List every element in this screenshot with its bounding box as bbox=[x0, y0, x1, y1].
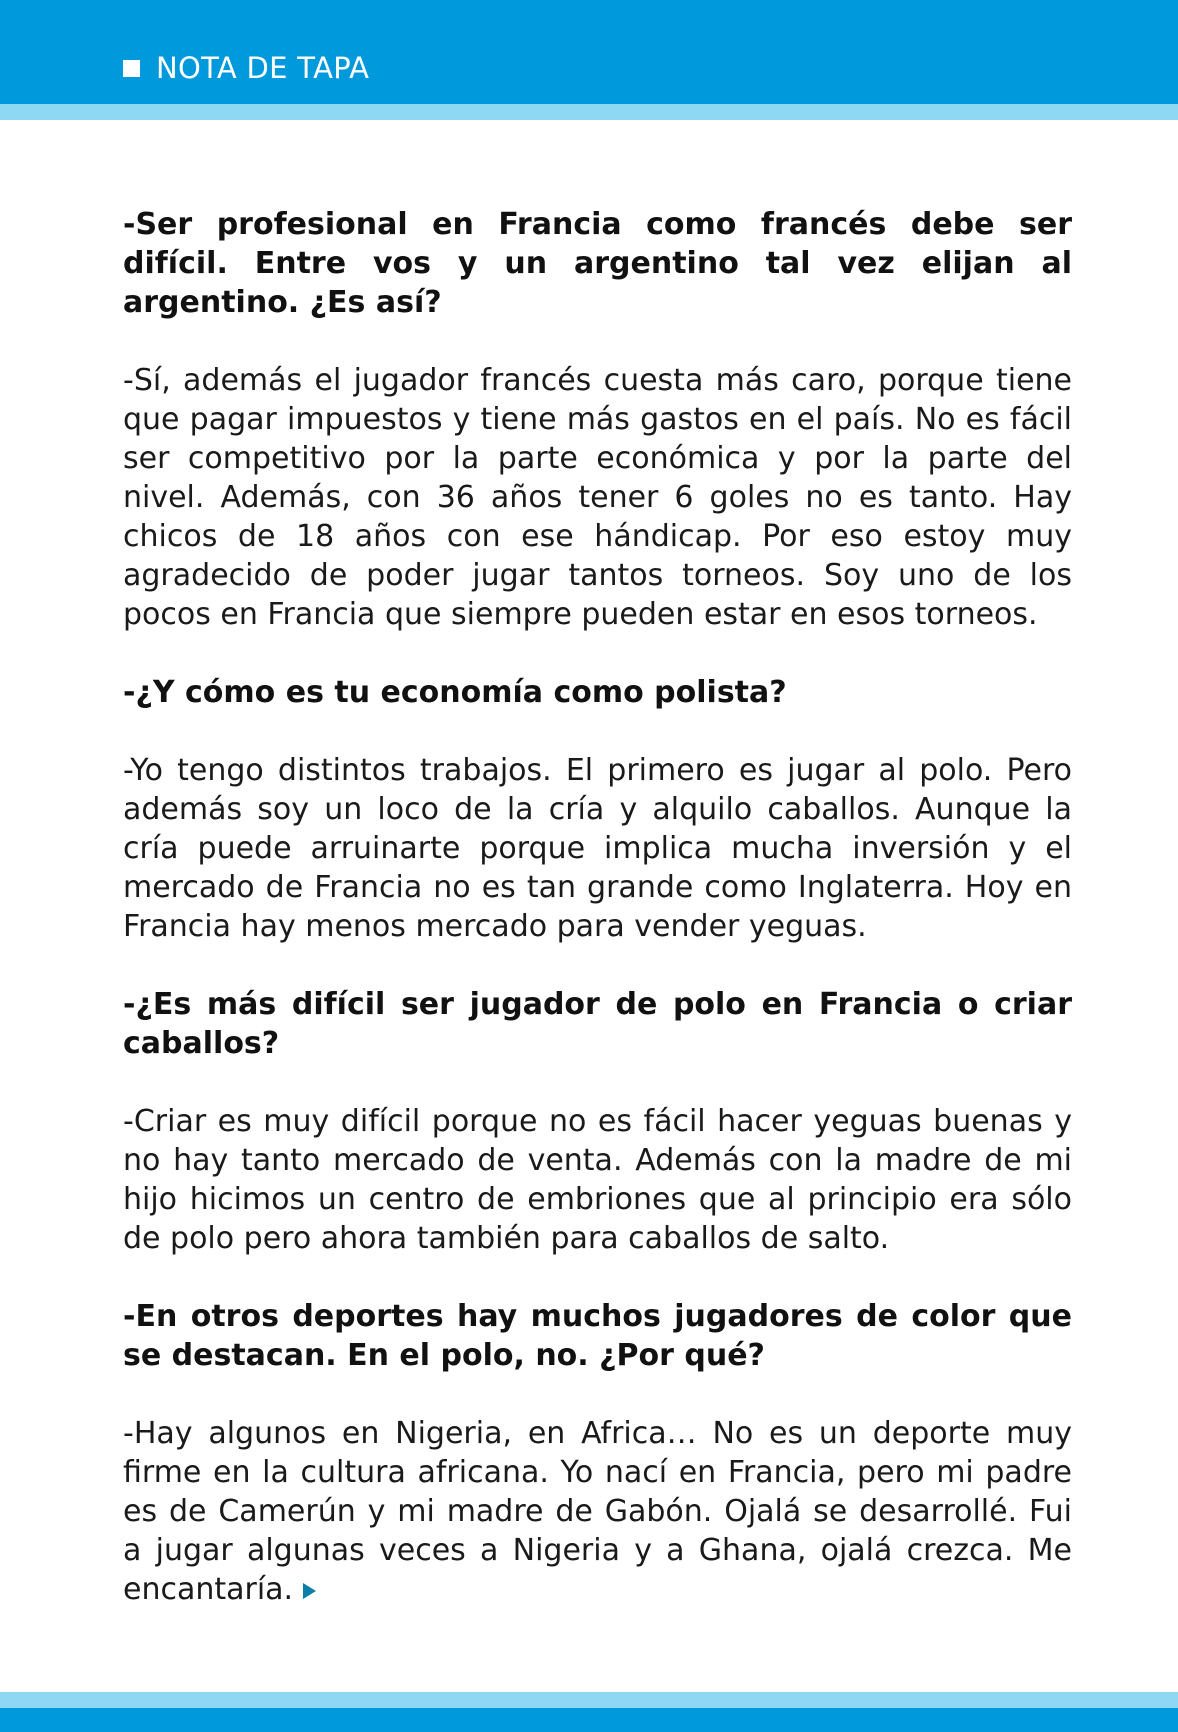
question: -¿Y cómo es tu economía como polista? bbox=[123, 675, 787, 710]
question: -Ser profesional en Francia como francés debe ser difícil. Entre vos y un argentino tal vez elijan al argentino. ¿Es así? bbox=[123, 207, 1072, 320]
footer-bar bbox=[0, 1708, 1178, 1732]
answer-final bbox=[123, 1414, 1072, 1609]
interview-body bbox=[123, 205, 1072, 1648]
question: -¿Es más difícil ser jugador de polo en Francia o criar caballos? bbox=[123, 987, 1072, 1061]
answer: -Yo tengo distintos trabajos. El primero es jugar al polo. Pero además soy un loco de la cría y alquilo caballos. Aunque la cría puede arruinarte porque implica mucha inversión y el mercado de Francia no es tan grande como Inglaterra. Hoy en Francia hay menos mercado para vender yeguas. bbox=[123, 753, 1072, 944]
answer: -Criar es muy difícil porque no es fácil hacer yeguas buenas y no hay tanto mercado de venta. Además con la madre de mi hijo hicimos un centro de embriones que al principio era sólo de polo pero ahora también para caballos de salto. bbox=[123, 1104, 1072, 1256]
answer-text: -Hay algunos en Nigeria, en Africa… No es un deporte muy firme en la cultura africana. Yo nací en Francia, pero mi padre es de Camerún y mi madre de Gabón. Ojalá se desarrollé. Fui a jugar algunas veces a Nigeria y a Ghana, ojalá crezca. Me encantaría. bbox=[123, 1416, 1072, 1607]
triangle-right-icon bbox=[303, 1583, 316, 1599]
square-bullet-icon bbox=[123, 60, 140, 77]
answer: -Sí, además el jugador francés cuesta más caro, porque tiene que pagar impuestos y tiene más gastos en el país. No es fácil ser competitivo por la parte económica y por la parte del nivel. Además, con 36 años tener 6 goles no es tanto. Hay chicos de 18 años con ese hándicap. Por eso estoy muy agradecido de poder jugar tantos torneos. Soy uno de los pocos en Francia que siempre pueden estar en esos torneos. bbox=[123, 363, 1072, 632]
header-stripe bbox=[0, 104, 1178, 120]
section-label-text: NOTA DE TAPA bbox=[156, 51, 370, 85]
footer-stripe bbox=[0, 1692, 1178, 1708]
section-label bbox=[123, 48, 369, 88]
question: -En otros deportes hay muchos jugadores de color que se destacan. En el polo, no. ¿Por qué? bbox=[123, 1299, 1072, 1373]
